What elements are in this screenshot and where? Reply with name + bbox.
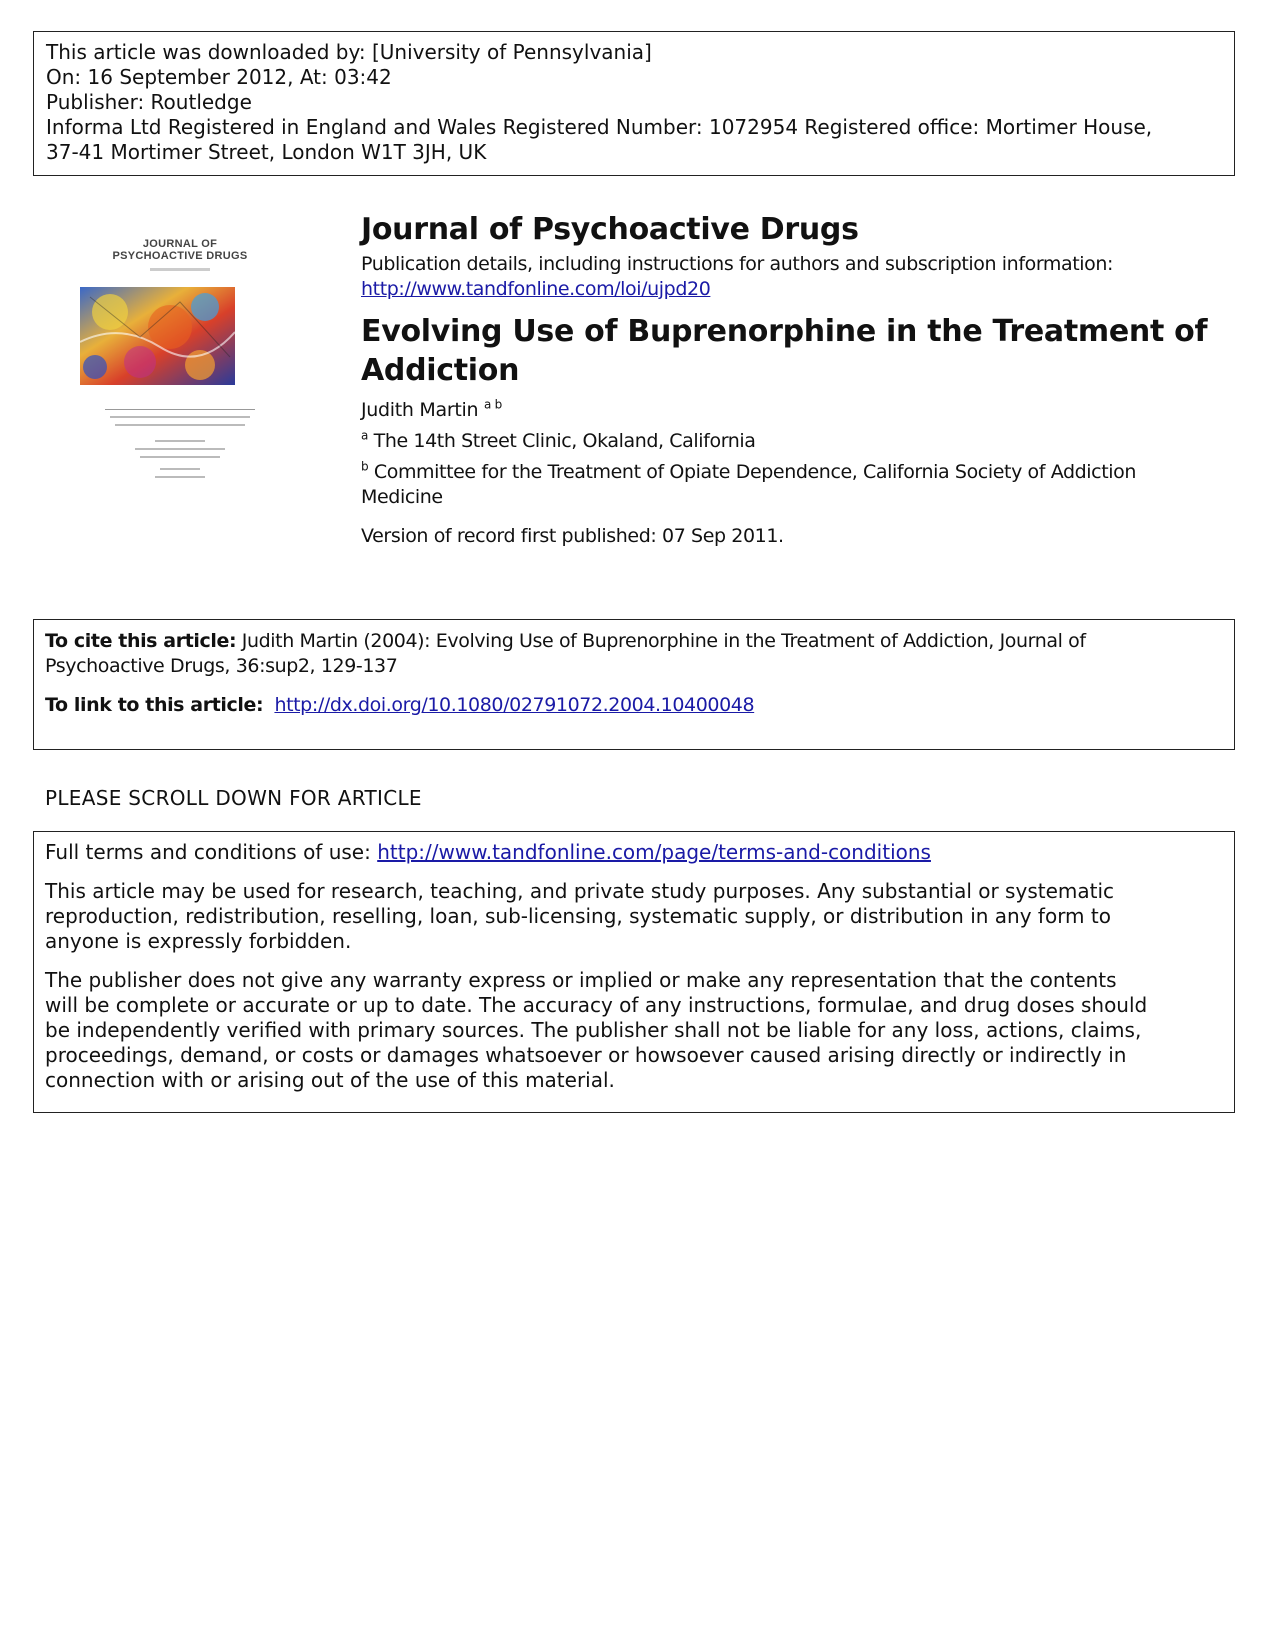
cover-artwork xyxy=(80,287,235,385)
affiliation-text-cont: Medicine xyxy=(361,486,443,508)
terms-paragraph-1 xyxy=(45,879,1223,954)
affiliation-mark: a xyxy=(361,428,368,443)
author-name: Judith Martin xyxy=(361,399,479,421)
affiliation-text: Committee for the Treatment of Opiate Dependence, California Society of Addiction xyxy=(373,461,1137,483)
affiliation-text: The 14th Street Clinic, Okaland, California xyxy=(373,430,756,452)
article-header xyxy=(361,212,1231,549)
terms-text-line: connection with or arising out of the use of this material. xyxy=(45,1068,615,1092)
terms-link[interactable]: http://www.tandfonline.com/page/terms-and-conditions xyxy=(377,840,931,864)
cover-text-blur xyxy=(80,409,280,478)
author xyxy=(361,398,1231,423)
download-line: Informa Ltd Registered in England and Wales Registered Number: 1072954 Registered office: Mortimer House, xyxy=(46,115,1153,139)
affiliation-mark: b xyxy=(361,459,369,474)
author-affiliation-marks: a b xyxy=(484,397,502,412)
article-title-line: Addiction xyxy=(361,353,520,388)
terms-label: Full terms and conditions of use: xyxy=(45,840,371,864)
terms-paragraph-2 xyxy=(45,968,1223,1093)
cover-subtitle-blur xyxy=(80,268,280,271)
terms-row xyxy=(45,840,1223,865)
cover-title-line: JOURNAL OF xyxy=(142,238,218,250)
link-label: To link to this article: xyxy=(45,694,264,716)
journal-url-link[interactable]: http://www.tandfonline.com/loi/ujpd20 xyxy=(361,278,711,300)
download-line: This article was downloaded by: [University of Pennsylvania] xyxy=(46,40,652,64)
terms-text-line: This article may be used for research, teaching, and private study purposes. Any substantial or systematic xyxy=(45,879,1115,903)
affiliation-b xyxy=(361,460,1231,510)
journal-cover-image xyxy=(80,230,280,530)
cover-title xyxy=(80,238,280,262)
download-line: 37-41 Mortimer Street, London W1T 3JH, UK xyxy=(46,140,487,164)
version-of-record: Version of record first published: 07 Sep 2011. xyxy=(361,525,784,547)
terms-text-line: be independently verified with primary sources. The publisher shall not be liable for any loss, actions, claims, xyxy=(45,1018,1142,1042)
terms-text-line: anyone is expressly forbidden. xyxy=(45,929,352,953)
download-line: Publisher: Routledge xyxy=(46,90,252,114)
article-title xyxy=(361,312,1231,390)
terms-text-line: will be complete or accurate or up to date. The accuracy of any instructions, formulae, and drug doses should xyxy=(45,993,1148,1017)
citation-box xyxy=(33,619,1235,750)
download-line: On: 16 September 2012, At: 03:42 xyxy=(46,65,392,89)
article-title-line: Evolving Use of Buprenorphine in the Treatment of xyxy=(361,314,1208,349)
cite-label: To cite this article: xyxy=(45,630,237,652)
journal-title: Journal of Psychoactive Drugs xyxy=(361,212,859,247)
cite-text-cont: Psychoactive Drugs, 36:sup2, 129-137 xyxy=(45,655,398,677)
cover-title-line: PSYCHOACTIVE DRUGS xyxy=(112,250,248,262)
terms-box xyxy=(33,831,1235,1113)
terms-text-line: reproduction, redistribution, reselling, loan, sub-licensing, systematic supply, or distribution in any form to xyxy=(45,904,1111,928)
scroll-note: PLEASE SCROLL DOWN FOR ARTICLE xyxy=(45,786,422,810)
terms-text-line: proceedings, demand, or costs or damages whatsoever or howsoever caused arising directly or indirectly in xyxy=(45,1043,1127,1067)
terms-text-line: The publisher does not give any warranty express or implied or make any representation that the contents xyxy=(45,968,1117,992)
cite-row xyxy=(45,629,1223,679)
cite-text: Judith Martin (2004): Evolving Use of Buprenorphine in the Treatment of Addiction, Journal of xyxy=(241,630,1086,652)
publication-details xyxy=(361,252,1231,302)
affiliation-a xyxy=(361,429,1231,454)
download-info-box xyxy=(33,31,1235,176)
doi-link[interactable]: http://dx.doi.org/10.1080/02791072.2004.10400048 xyxy=(274,694,755,716)
publication-details-text: Publication details, including instructions for authors and subscription information: xyxy=(361,253,1114,275)
link-row xyxy=(45,693,1223,718)
